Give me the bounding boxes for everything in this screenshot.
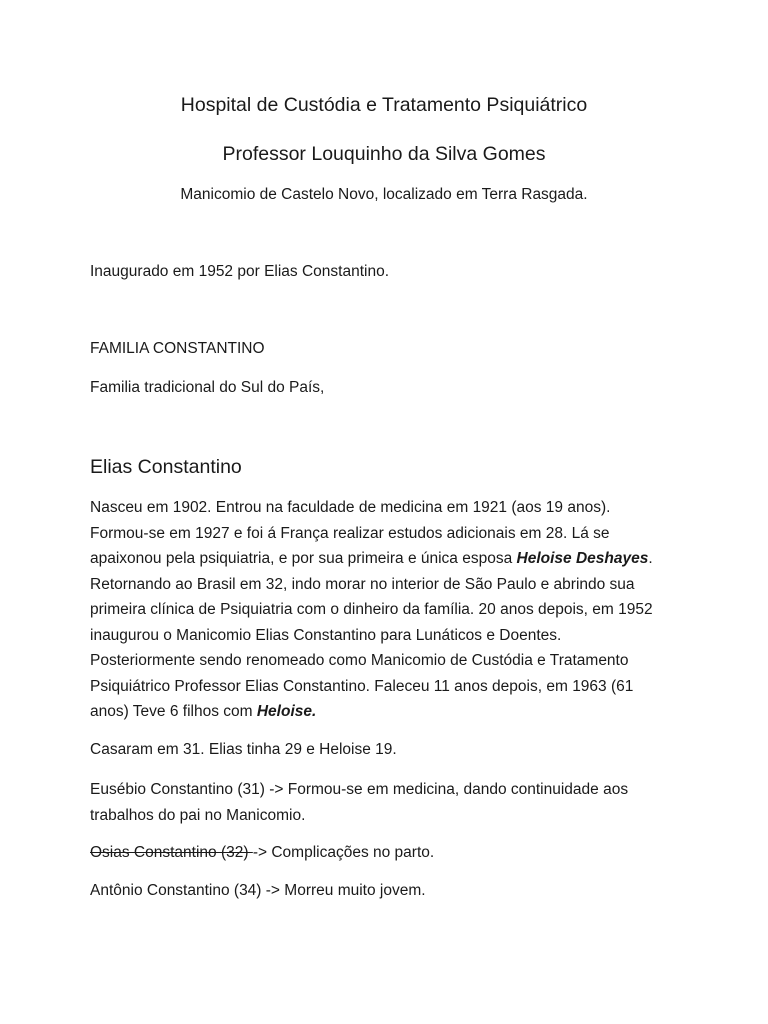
bio-text: anos) Teve 6 filhos com: [90, 703, 257, 720]
child-eusebio: [90, 777, 690, 828]
bio-line: Formou-se em 1927 e foi á França realizar estudos adicionais em 28. Lá se: [90, 524, 610, 542]
bio-line: primeira clínica de Psiquiatria com o dinheiro da família. 20 anos depois, em 1952: [90, 601, 653, 618]
biography-paragraph: [90, 495, 690, 725]
bio-text: .: [648, 550, 653, 567]
marriage-text: Casaram em 31. Elias tinha 29 e Heloise 19.: [90, 741, 397, 758]
child-line: Eusébio Constantino (31) -> Formou-se em medicina, dando continuidade aos: [90, 781, 629, 798]
bio-line: Posteriormente sendo renomeado como Manicomio de Custódia e Tratamento: [90, 652, 629, 669]
bio-line: [90, 546, 690, 572]
document-title-line1: Hospital de Custódia e Tratamento Psiquiátrico: [180, 94, 588, 116]
document-title-line2: Professor Louquinho da Silva Gomes: [222, 143, 546, 165]
bio-line: Nasceu em 1902. Entrou na faculdade de medicina em 1921 (aos 19 anos).: [90, 499, 611, 516]
child-antonio: Antônio Constantino (34) -> Morreu muito jovem.: [90, 882, 426, 899]
child-osias: [90, 844, 434, 862]
document-subtitle: Manicomio de Castelo Novo, localizado em Terra Rasgada.: [180, 186, 588, 203]
section-heading-elias: Elias Constantino: [90, 456, 242, 478]
struck-name: Osias Constantino (32): [90, 844, 253, 861]
wife-name: Heloise.: [256, 703, 317, 720]
bio-text: apaixonou pela psiquiatria, e por sua primeira e única esposa: [90, 550, 517, 567]
bio-line: Retornando ao Brasil em 32, indo morar no interior de São Paulo e abrindo sua: [90, 575, 635, 593]
inauguration-text: Inaugurado em 1952 por Elias Constantino.: [90, 263, 390, 280]
family-description: Familia tradicional do Sul do País,: [90, 379, 325, 396]
family-heading: FAMILIA CONSTANTINO: [90, 340, 265, 357]
bio-line: Psiquiátrico Professor Elias Constantino. Faleceu 11 anos depois, em 1963 (61: [90, 677, 634, 695]
child-note: -> Complicações no parto.: [252, 844, 435, 861]
bio-line: [90, 699, 690, 725]
bio-line: inaugurou o Manicomio Elias Constantino para Lunáticos e Doentes.: [90, 626, 562, 644]
child-line: trabalhos do pai no Manicomio.: [90, 806, 306, 824]
wife-name: Heloise Deshayes: [516, 550, 649, 567]
